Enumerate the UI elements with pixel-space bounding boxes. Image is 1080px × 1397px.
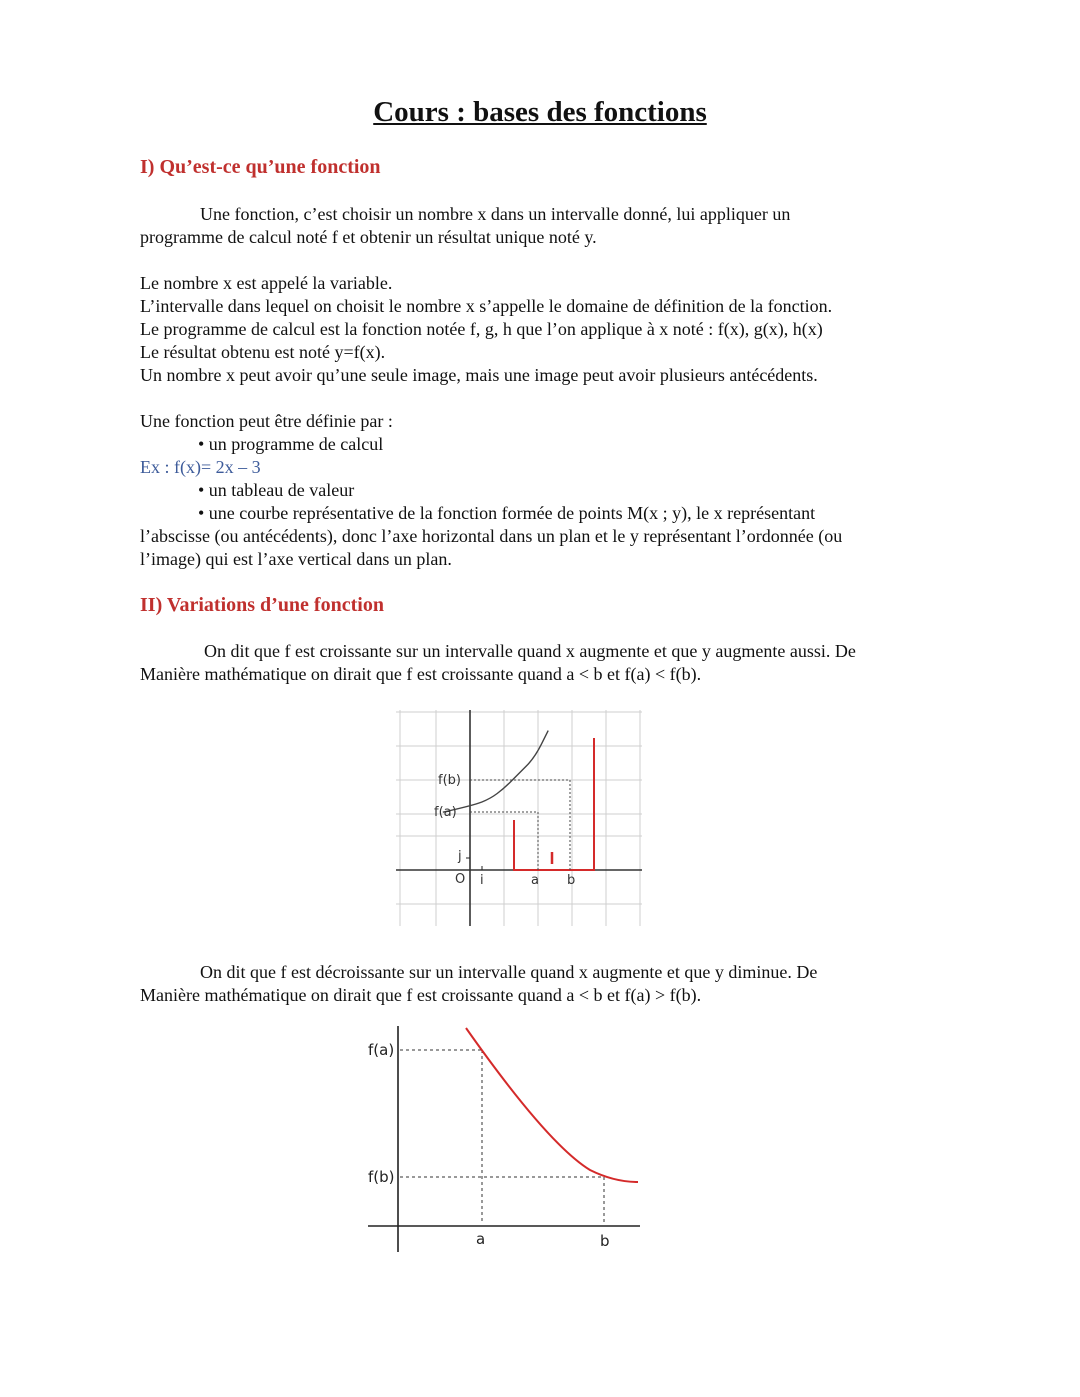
intro-paragraph <box>140 203 940 249</box>
increasing-function-chart <box>396 708 644 933</box>
definition-line: Un nombre x peut avoir qu’une seule image, mais une image peut avoir plusieurs antécédents. <box>140 365 818 385</box>
decreasing-paragraph <box>140 961 940 1007</box>
tick-label-b: b <box>567 873 576 888</box>
defined-by-text: Une fonction peut être définie par : <box>140 411 393 431</box>
increasing-line: On dit que f est croissante sur un intervalle quand x augmente et que y augmente aussi. De <box>204 641 856 661</box>
bullet-item: • une courbe représentative de la fonction formée de points M(x ; y), le x représentant <box>198 503 816 523</box>
intro-line: Une fonction, c’est choisir un nombre x dans un intervalle donné, lui appliquer un <box>200 204 791 224</box>
curve <box>466 1028 638 1182</box>
bullet-item: • un programme de calcul <box>198 434 384 454</box>
chart-grid <box>396 710 642 926</box>
definition-line: L’intervalle dans lequel on choisit le nombre x s’appelle le domaine de définition de la fonction. <box>140 296 833 316</box>
decreasing-line: Manière mathématique on dirait que f est croissante quand a < b et f(a) > f(b). <box>140 985 702 1005</box>
increasing-line: Manière mathématique on dirait que f est croissante quand a < b et f(a) < f(b). <box>140 664 702 684</box>
example-text: Ex : f(x)= 2x – 3 <box>140 457 261 477</box>
increasing-paragraph <box>140 640 940 686</box>
section-heading-1: I) Qu’est-ce qu’une fonction <box>140 156 381 178</box>
definition-line: Le nombre x est appelé la variable. <box>140 273 393 293</box>
definitions-paragraph <box>140 272 940 387</box>
tick-label-i: i <box>480 873 484 888</box>
bullet-continuation: l’image) qui est l’axe vertical dans un plan. <box>140 549 452 569</box>
tick-label-fb: f(b) <box>438 773 461 788</box>
defined-by-paragraph <box>140 410 940 571</box>
page-title: Cours : bases des fonctions <box>373 96 707 128</box>
intro-line: programme de calcul noté f et obtenir un résultat unique noté y. <box>140 227 597 247</box>
decreasing-line: On dit que f est décroissante sur un intervalle quand x augmente et que y diminue. De <box>200 962 818 982</box>
tick-label-origin: O <box>455 872 466 887</box>
tick-label-fb: f(b) <box>368 1168 395 1186</box>
bullet-item: • un tableau de valeur <box>198 480 355 500</box>
tick-label-a: a <box>531 873 539 888</box>
tick-label-fa: f(a) <box>434 805 457 820</box>
definition-line: Le programme de calcul est la fonction notée f, g, h que l’on applique à x noté : f(x), g(x), h(x) <box>140 319 823 339</box>
bullet-continuation: l’abscisse (ou antécédents), donc l’axe horizontal dans un plan et le y représentant l’ordonnée (ou <box>140 526 843 546</box>
section-heading-2: II) Variations d’une fonction <box>140 594 384 616</box>
tick-label-b: b <box>600 1232 610 1250</box>
definition-line: Le résultat obtenu est noté y=f(x). <box>140 342 386 362</box>
highlight-region <box>514 738 594 870</box>
tick-label-fa: f(a) <box>368 1041 395 1059</box>
tick-label-j: j <box>458 849 462 864</box>
tick-label-a: a <box>476 1230 486 1248</box>
curve <box>443 731 548 813</box>
decreasing-function-chart <box>364 1022 644 1259</box>
